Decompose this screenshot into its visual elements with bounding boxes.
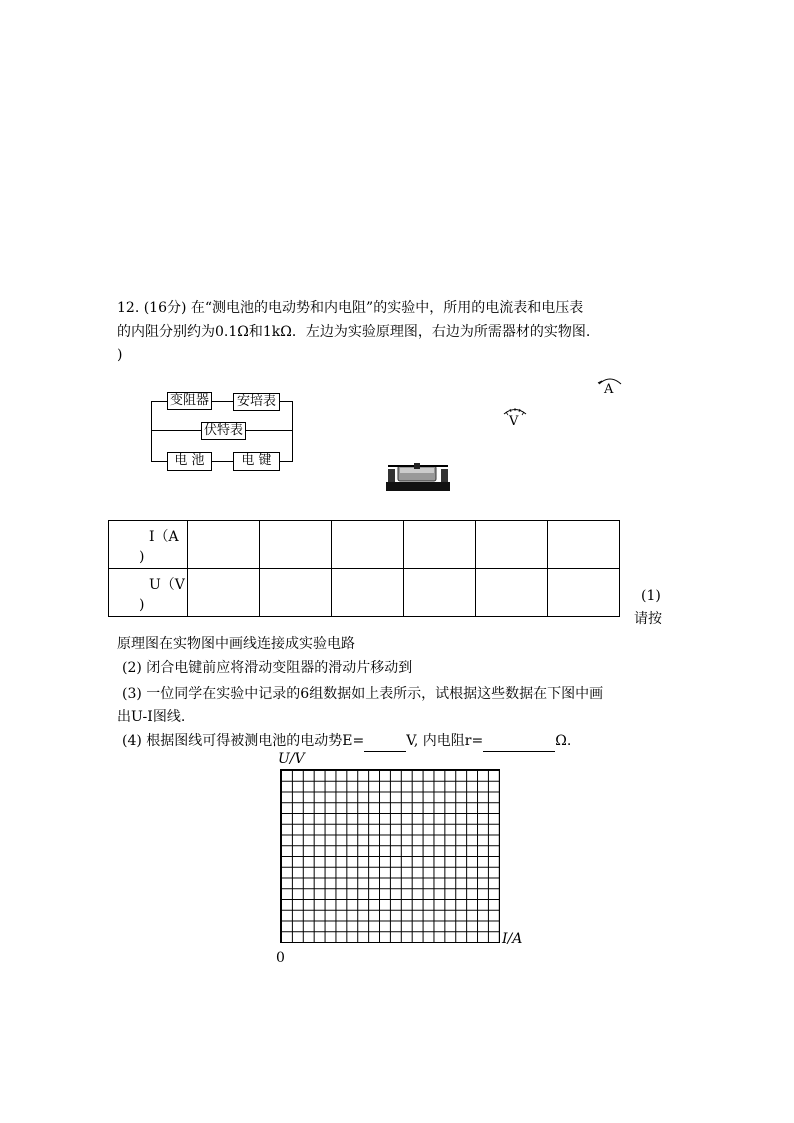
table-cell[interactable] [260,521,332,569]
question-line-3: ) [117,347,123,363]
ammeter-label: A [604,382,614,396]
graph-y-label: U/V [278,751,305,767]
table-row [109,521,620,569]
ammeter-box: 安培表 [233,393,280,411]
table-cell[interactable] [476,521,548,569]
q4-resistance-label: V, 内电阻r= [406,733,484,749]
emf-answer-blank[interactable] [364,731,406,752]
voltmeter-box: 伏特表 [201,422,246,440]
q1-text: 原理图在实物图中画线连接成实验电路 [117,636,355,652]
ammeter-icon [595,374,625,396]
q1-number: (1) [641,588,661,604]
row-header-voltage: U（V ) [109,569,188,617]
voltmeter-label: V [509,414,519,429]
q4-line [122,731,571,752]
table-row [109,569,620,617]
question-line-2: 的内阻分别约为0.1Ω和1kΩ．左边为实验原理图，右边为所需器材的实物图. [117,324,591,340]
q1-continued: 请按 [634,611,662,627]
data-table [108,520,620,617]
table-cell[interactable] [476,569,548,617]
q3-text-2: 出U-I图线. [117,709,186,725]
table-cell[interactable] [404,521,476,569]
table-cell[interactable] [332,569,404,617]
rheostat-box: 变阻器 [167,392,212,410]
graph-grid[interactable] [280,769,500,943]
q3-text-1: (3) 一位同学在实验中记录的6组数据如上表所示，试根据这些数据在下图中画 [122,686,604,702]
q4-ohm-unit: Ω. [555,733,572,749]
table-cell[interactable] [260,569,332,617]
battery-box: 电 池 [167,452,212,471]
switch-box: 电 键 [233,452,280,471]
q2-text: (2) 闭合电键前应将滑动变阻器的滑动片移动到 [122,660,413,676]
rheostat-icon [384,462,452,492]
graph-x-label: I/A [502,931,523,947]
question-line-1: 12. (16分) 在“测电池的电动势和内电阻”的实验中，所用的电流表和电压表 [117,300,584,316]
row-header-current: I（A ) [109,521,188,569]
resistance-answer-blank[interactable] [483,731,555,752]
graph-origin: 0 [276,950,285,966]
table-cell[interactable] [548,569,620,617]
table-cell[interactable] [404,569,476,617]
table-cell[interactable] [332,521,404,569]
table-cell[interactable] [548,521,620,569]
q4-emf-label: (4) 根据图线可得被测电池的电动势E= [122,733,365,749]
voltmeter-icon [500,405,530,429]
